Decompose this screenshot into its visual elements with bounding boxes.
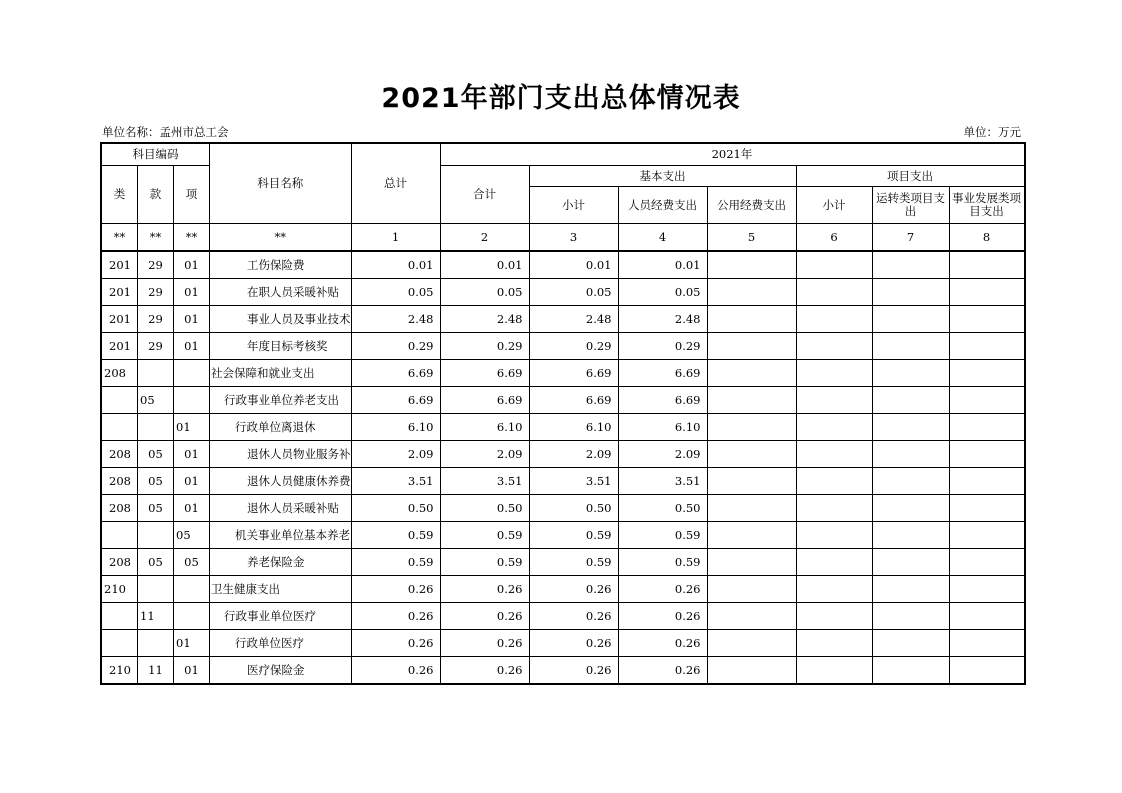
cell-development-project bbox=[949, 306, 1024, 333]
table-row bbox=[102, 495, 1025, 522]
cell-development-project bbox=[949, 414, 1024, 441]
cell-kuan: 05 bbox=[138, 387, 174, 414]
cell-kuan bbox=[138, 414, 174, 441]
cell-xiang: 01 bbox=[174, 279, 210, 306]
table-row bbox=[102, 414, 1025, 441]
cell-sum: 0.29 bbox=[440, 333, 529, 360]
cell-lei bbox=[102, 630, 138, 657]
cell-development-project bbox=[949, 387, 1024, 414]
index-cell: 1 bbox=[351, 224, 440, 252]
cell-basic-subtotal: 3.51 bbox=[529, 468, 618, 495]
header-subject-code: 科目编码 bbox=[102, 144, 210, 166]
cell-basic-subtotal: 0.26 bbox=[529, 576, 618, 603]
index-cell: 6 bbox=[796, 224, 872, 252]
cell-development-project bbox=[949, 441, 1024, 468]
cell-public bbox=[707, 387, 796, 414]
cell-total: 0.59 bbox=[351, 549, 440, 576]
cell-personnel: 6.69 bbox=[618, 387, 707, 414]
cell-total: 0.26 bbox=[351, 603, 440, 630]
cell-public bbox=[707, 549, 796, 576]
cell-project-subtotal bbox=[796, 522, 872, 549]
cell-public bbox=[707, 414, 796, 441]
header-project: 项目支出 bbox=[796, 166, 1024, 187]
header-personnel: 人员经费支出 bbox=[618, 187, 707, 224]
cell-operation-project bbox=[872, 306, 949, 333]
cell-lei: 208 bbox=[102, 495, 138, 522]
cell-operation-project bbox=[872, 468, 949, 495]
cell-kuan: 11 bbox=[138, 657, 174, 684]
cell-total: 2.48 bbox=[351, 306, 440, 333]
cell-project-subtotal bbox=[796, 360, 872, 387]
cell-personnel: 0.59 bbox=[618, 522, 707, 549]
cell-lei: 201 bbox=[102, 279, 138, 306]
cell-kuan: 05 bbox=[138, 441, 174, 468]
cell-total: 6.69 bbox=[351, 360, 440, 387]
cell-operation-project bbox=[872, 441, 949, 468]
cell-project-subtotal bbox=[796, 603, 872, 630]
header-public: 公用经费支出 bbox=[707, 187, 796, 224]
cell-xiang: 05 bbox=[174, 522, 210, 549]
cell-sum: 2.09 bbox=[440, 441, 529, 468]
cell-basic-subtotal: 6.69 bbox=[529, 387, 618, 414]
index-cell: 5 bbox=[707, 224, 796, 252]
cell-total: 0.26 bbox=[351, 657, 440, 684]
cell-sum: 0.01 bbox=[440, 251, 529, 279]
cell-xiang: 01 bbox=[174, 306, 210, 333]
cell-project-subtotal bbox=[796, 549, 872, 576]
cell-basic-subtotal: 2.09 bbox=[529, 441, 618, 468]
cell-personnel: 6.10 bbox=[618, 414, 707, 441]
cell-xiang bbox=[174, 576, 210, 603]
cell-basic-subtotal: 0.59 bbox=[529, 522, 618, 549]
index-cell: 4 bbox=[618, 224, 707, 252]
cell-subject-name: 退休人员健康休养费 bbox=[210, 468, 352, 495]
cell-subject-name: 年度目标考核奖 bbox=[210, 333, 352, 360]
cell-operation-project bbox=[872, 522, 949, 549]
cell-sum: 0.26 bbox=[440, 630, 529, 657]
cell-subject-name: 行政事业单位医疗 bbox=[210, 603, 352, 630]
index-cell: ** bbox=[102, 224, 138, 252]
table-row bbox=[102, 576, 1025, 603]
cell-personnel: 0.26 bbox=[618, 576, 707, 603]
cell-kuan bbox=[138, 576, 174, 603]
cell-subject-name: 事业人员及事业技术 bbox=[210, 306, 352, 333]
cell-sum: 6.10 bbox=[440, 414, 529, 441]
index-cell: 7 bbox=[872, 224, 949, 252]
header-kuan: 款 bbox=[138, 166, 174, 224]
cell-basic-subtotal: 0.26 bbox=[529, 630, 618, 657]
unit-name-label: 单位名称：孟州市总工会 bbox=[102, 125, 229, 139]
index-cell: 8 bbox=[949, 224, 1024, 252]
cell-basic-subtotal: 0.26 bbox=[529, 657, 618, 684]
cell-total: 0.26 bbox=[351, 576, 440, 603]
cell-subject-name: 机关事业单位基本养老 bbox=[210, 522, 352, 549]
cell-kuan: 29 bbox=[138, 306, 174, 333]
cell-lei: 210 bbox=[102, 576, 138, 603]
cell-development-project bbox=[949, 603, 1024, 630]
cell-basic-subtotal: 6.69 bbox=[529, 360, 618, 387]
cell-lei: 201 bbox=[102, 333, 138, 360]
expenditure-table bbox=[101, 143, 1025, 684]
cell-personnel: 0.29 bbox=[618, 333, 707, 360]
table-row bbox=[102, 306, 1025, 333]
header-operation-project: 运转类项目支出 bbox=[872, 187, 949, 224]
cell-sum: 0.50 bbox=[440, 495, 529, 522]
cell-project-subtotal bbox=[796, 495, 872, 522]
cell-development-project bbox=[949, 522, 1024, 549]
index-cell: ** bbox=[210, 224, 352, 252]
cell-development-project bbox=[949, 333, 1024, 360]
cell-personnel: 0.26 bbox=[618, 657, 707, 684]
cell-public bbox=[707, 576, 796, 603]
cell-subject-name: 社会保障和就业支出 bbox=[210, 360, 352, 387]
cell-xiang: 01 bbox=[174, 495, 210, 522]
cell-xiang bbox=[174, 360, 210, 387]
cell-project-subtotal bbox=[796, 441, 872, 468]
cell-project-subtotal bbox=[796, 576, 872, 603]
cell-operation-project bbox=[872, 279, 949, 306]
cell-operation-project bbox=[872, 630, 949, 657]
cell-lei: 201 bbox=[102, 251, 138, 279]
cell-sum: 2.48 bbox=[440, 306, 529, 333]
cell-basic-subtotal: 2.48 bbox=[529, 306, 618, 333]
cell-operation-project bbox=[872, 251, 949, 279]
cell-operation-project bbox=[872, 603, 949, 630]
cell-operation-project bbox=[872, 387, 949, 414]
cell-subject-name: 退休人员采暖补贴 bbox=[210, 495, 352, 522]
cell-public bbox=[707, 279, 796, 306]
table-row bbox=[102, 549, 1025, 576]
cell-basic-subtotal: 0.59 bbox=[529, 549, 618, 576]
cell-subject-name: 医疗保险金 bbox=[210, 657, 352, 684]
cell-operation-project bbox=[872, 495, 949, 522]
cell-lei: 210 bbox=[102, 657, 138, 684]
cell-basic-subtotal: 0.50 bbox=[529, 495, 618, 522]
header-lei: 类 bbox=[102, 166, 138, 224]
table-row bbox=[102, 251, 1025, 279]
cell-lei: 208 bbox=[102, 360, 138, 387]
cell-public bbox=[707, 360, 796, 387]
table-row bbox=[102, 603, 1025, 630]
cell-xiang: 01 bbox=[174, 441, 210, 468]
cell-project-subtotal bbox=[796, 279, 872, 306]
cell-basic-subtotal: 0.29 bbox=[529, 333, 618, 360]
cell-kuan bbox=[138, 630, 174, 657]
cell-operation-project bbox=[872, 333, 949, 360]
cell-xiang bbox=[174, 387, 210, 414]
cell-project-subtotal bbox=[796, 387, 872, 414]
table-row bbox=[102, 441, 1025, 468]
cell-sum: 0.59 bbox=[440, 549, 529, 576]
header-project-subtotal: 小计 bbox=[796, 187, 872, 224]
cell-personnel: 0.26 bbox=[618, 603, 707, 630]
index-cell: 3 bbox=[529, 224, 618, 252]
cell-sum: 3.51 bbox=[440, 468, 529, 495]
cell-public bbox=[707, 657, 796, 684]
cell-xiang: 01 bbox=[174, 251, 210, 279]
cell-xiang: 01 bbox=[174, 468, 210, 495]
cell-development-project bbox=[949, 657, 1024, 684]
cell-total: 0.29 bbox=[351, 333, 440, 360]
cell-development-project bbox=[949, 576, 1024, 603]
cell-public bbox=[707, 495, 796, 522]
cell-subject-name: 退休人员物业服务补 bbox=[210, 441, 352, 468]
index-cell: ** bbox=[138, 224, 174, 252]
cell-xiang: 01 bbox=[174, 630, 210, 657]
table-row bbox=[102, 279, 1025, 306]
cell-development-project bbox=[949, 495, 1024, 522]
cell-development-project bbox=[949, 549, 1024, 576]
cell-kuan: 05 bbox=[138, 468, 174, 495]
cell-xiang: 01 bbox=[174, 333, 210, 360]
header-sum: 合计 bbox=[440, 166, 529, 224]
cell-total: 6.69 bbox=[351, 387, 440, 414]
cell-development-project bbox=[949, 360, 1024, 387]
cell-project-subtotal bbox=[796, 414, 872, 441]
cell-total: 0.59 bbox=[351, 522, 440, 549]
cell-xiang: 05 bbox=[174, 549, 210, 576]
cell-xiang: 01 bbox=[174, 414, 210, 441]
cell-total: 2.09 bbox=[351, 441, 440, 468]
cell-subject-name: 行政单位医疗 bbox=[210, 630, 352, 657]
header-total: 总计 bbox=[351, 144, 440, 224]
cell-basic-subtotal: 0.01 bbox=[529, 251, 618, 279]
cell-sum: 0.26 bbox=[440, 657, 529, 684]
cell-kuan: 29 bbox=[138, 251, 174, 279]
cell-operation-project bbox=[872, 549, 949, 576]
cell-lei bbox=[102, 603, 138, 630]
cell-development-project bbox=[949, 630, 1024, 657]
cell-lei: 208 bbox=[102, 549, 138, 576]
cell-sum: 6.69 bbox=[440, 387, 529, 414]
index-cell: 2 bbox=[440, 224, 529, 252]
cell-personnel: 0.05 bbox=[618, 279, 707, 306]
cell-development-project bbox=[949, 279, 1024, 306]
cell-subject-name: 卫生健康支出 bbox=[210, 576, 352, 603]
header-year: 2021年 bbox=[440, 144, 1024, 166]
cell-kuan bbox=[138, 522, 174, 549]
table-row bbox=[102, 333, 1025, 360]
cell-public bbox=[707, 306, 796, 333]
cell-project-subtotal bbox=[796, 468, 872, 495]
cell-xiang bbox=[174, 603, 210, 630]
cell-total: 0.01 bbox=[351, 251, 440, 279]
cell-kuan: 05 bbox=[138, 495, 174, 522]
cell-sum: 0.26 bbox=[440, 603, 529, 630]
cell-total: 0.05 bbox=[351, 279, 440, 306]
cell-subject-name: 在职人员采暖补贴 bbox=[210, 279, 352, 306]
cell-development-project bbox=[949, 251, 1024, 279]
cell-project-subtotal bbox=[796, 333, 872, 360]
cell-sum: 0.05 bbox=[440, 279, 529, 306]
cell-sum: 0.26 bbox=[440, 576, 529, 603]
cell-kuan bbox=[138, 360, 174, 387]
cell-personnel: 0.01 bbox=[618, 251, 707, 279]
cell-kuan: 05 bbox=[138, 549, 174, 576]
cell-basic-subtotal: 0.05 bbox=[529, 279, 618, 306]
cell-subject-name: 行政单位离退休 bbox=[210, 414, 352, 441]
cell-personnel: 0.59 bbox=[618, 549, 707, 576]
cell-operation-project bbox=[872, 414, 949, 441]
cell-subject-name: 养老保险金 bbox=[210, 549, 352, 576]
cell-total: 6.10 bbox=[351, 414, 440, 441]
cell-lei: 201 bbox=[102, 306, 138, 333]
cell-kuan: 29 bbox=[138, 279, 174, 306]
cell-total: 3.51 bbox=[351, 468, 440, 495]
cell-lei bbox=[102, 414, 138, 441]
table-row bbox=[102, 387, 1025, 414]
cell-operation-project bbox=[872, 576, 949, 603]
cell-basic-subtotal: 0.26 bbox=[529, 603, 618, 630]
table-row bbox=[102, 657, 1025, 684]
cell-personnel: 0.50 bbox=[618, 495, 707, 522]
cell-project-subtotal bbox=[796, 657, 872, 684]
index-cell: ** bbox=[174, 224, 210, 252]
table-row bbox=[102, 468, 1025, 495]
cell-xiang: 01 bbox=[174, 657, 210, 684]
cell-project-subtotal bbox=[796, 251, 872, 279]
header-xiang: 项 bbox=[174, 166, 210, 224]
cell-sum: 6.69 bbox=[440, 360, 529, 387]
cell-personnel: 3.51 bbox=[618, 468, 707, 495]
cell-public bbox=[707, 522, 796, 549]
cell-lei bbox=[102, 522, 138, 549]
cell-public bbox=[707, 630, 796, 657]
cell-public bbox=[707, 468, 796, 495]
cell-public bbox=[707, 333, 796, 360]
cell-sum: 0.59 bbox=[440, 522, 529, 549]
cell-development-project bbox=[949, 468, 1024, 495]
cell-operation-project bbox=[872, 360, 949, 387]
cell-personnel: 0.26 bbox=[618, 630, 707, 657]
header-subject-name: 科目名称 bbox=[210, 144, 352, 224]
table-row bbox=[102, 360, 1025, 387]
header-development-project: 事业发展类项目支出 bbox=[949, 187, 1024, 224]
cell-lei: 208 bbox=[102, 468, 138, 495]
cell-subject-name: 行政事业单位养老支出 bbox=[210, 387, 352, 414]
table-row bbox=[102, 522, 1025, 549]
cell-operation-project bbox=[872, 657, 949, 684]
cell-kuan: 29 bbox=[138, 333, 174, 360]
cell-subject-name: 工伤保险费 bbox=[210, 251, 352, 279]
cell-personnel: 2.09 bbox=[618, 441, 707, 468]
header-basic: 基本支出 bbox=[529, 166, 796, 187]
cell-personnel: 6.69 bbox=[618, 360, 707, 387]
cell-project-subtotal bbox=[796, 306, 872, 333]
cell-total: 0.50 bbox=[351, 495, 440, 522]
table-row bbox=[102, 630, 1025, 657]
cell-public bbox=[707, 603, 796, 630]
cell-kuan: 11 bbox=[138, 603, 174, 630]
cell-lei: 208 bbox=[102, 441, 138, 468]
cell-lei bbox=[102, 387, 138, 414]
cell-total: 0.26 bbox=[351, 630, 440, 657]
cell-project-subtotal bbox=[796, 630, 872, 657]
cell-public bbox=[707, 441, 796, 468]
cell-public bbox=[707, 251, 796, 279]
unit-measure-label: 单位：万元 bbox=[963, 125, 1021, 139]
header-basic-subtotal: 小计 bbox=[529, 187, 618, 224]
page-title: 2021年部门支出总体情况表 bbox=[381, 83, 741, 114]
cell-personnel: 2.48 bbox=[618, 306, 707, 333]
cell-basic-subtotal: 6.10 bbox=[529, 414, 618, 441]
